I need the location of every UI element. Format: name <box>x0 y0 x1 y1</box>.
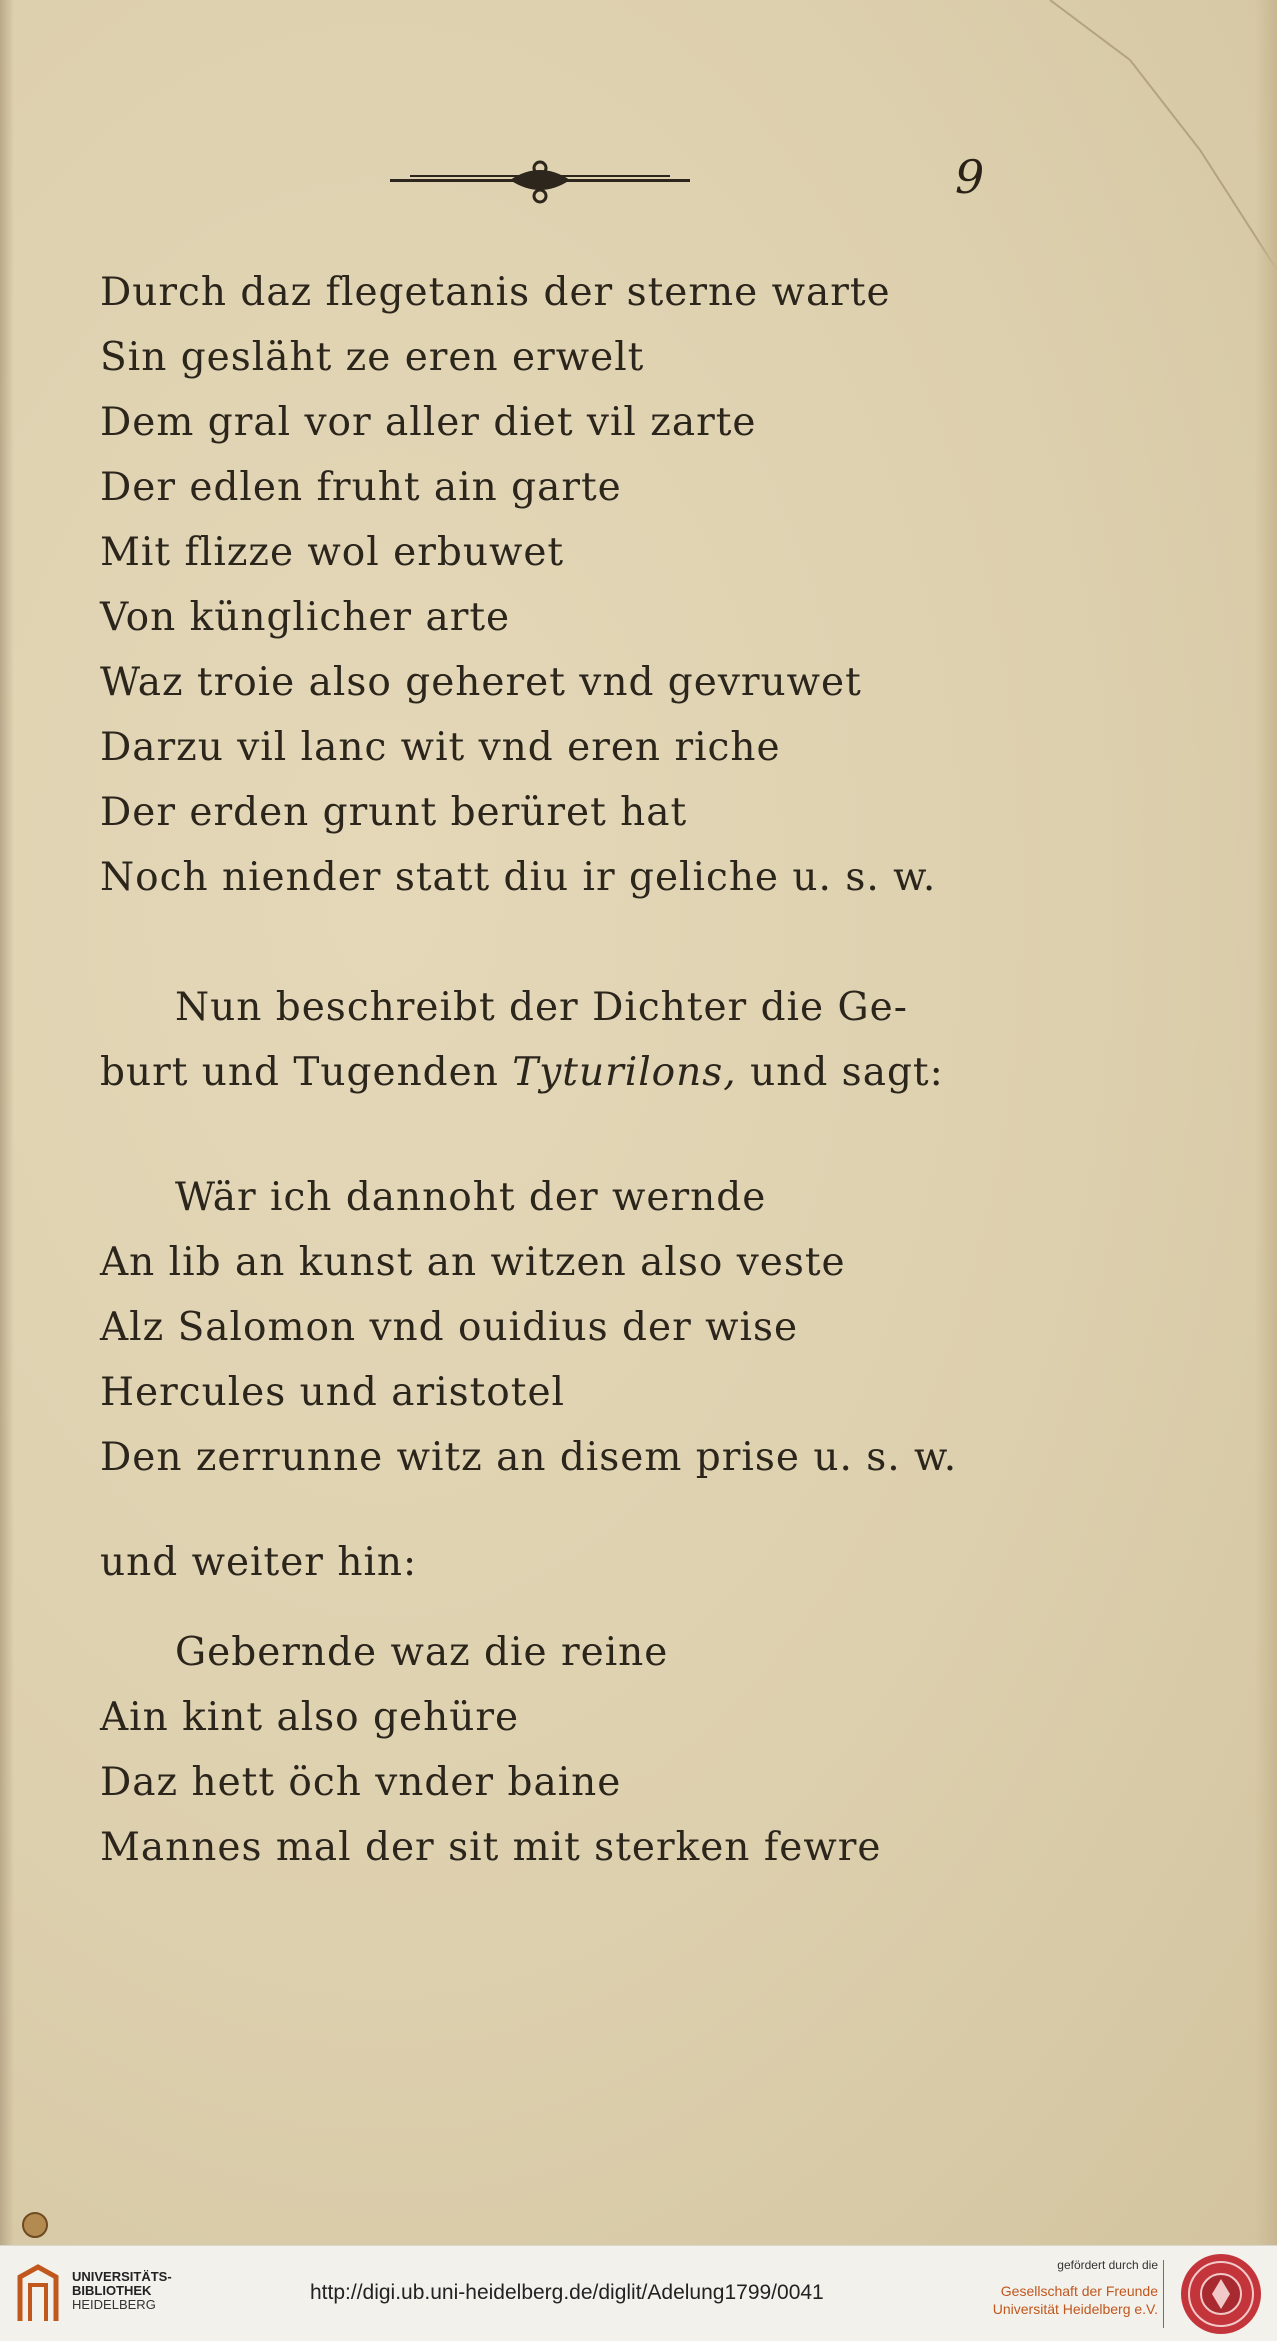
verse-line: Den zerrunne witz an disem prise u. s. w. <box>100 1435 958 1480</box>
prose-line: burt und Tugenden Tyturilons, und sagt: <box>100 1050 944 1095</box>
verse-line: Der erden grunt berüret hat <box>100 790 688 835</box>
verse-line: Darzu vil lanc wit vnd eren riche <box>100 725 781 770</box>
sponsor-org-line: Universität Heidelberg e.V. <box>992 2301 1158 2317</box>
verse-line: Durch daz flegetanis der sterne warte <box>100 270 891 315</box>
ink-stain <box>22 2212 48 2238</box>
header-ornament-icon <box>390 158 690 208</box>
verse-line: Der edlen fruht ain garte <box>100 465 622 510</box>
verse-line: Noch niender statt diu ir geliche u. s. w. <box>100 855 937 900</box>
verse-line: Sin gesläht ze eren erwelt <box>100 335 645 380</box>
verse-line: Daz hett öch vnder baine <box>100 1760 622 1805</box>
footer-divider <box>1163 2260 1164 2328</box>
verse-line: Mannes mal der sit mit sterken fewre <box>100 1825 882 1870</box>
verse-line: Dem gral vor aller diet vil zarte <box>100 400 757 445</box>
verse-line: Mit flizze wol erbuwet <box>100 530 565 575</box>
university-seal-icon[interactable] <box>1178 2251 1264 2337</box>
page-number: 9 <box>955 150 985 204</box>
sponsor-block <box>990 2258 1158 2318</box>
verse-line: Waz troie also geheret vnd gevruwet <box>100 660 862 705</box>
verse-line: Wär ich dannoht der wernde <box>175 1175 767 1220</box>
verse-line: Alz Salomon vnd ouidius der wise <box>100 1305 799 1350</box>
verse-line: An lib an kunst an witzen also veste <box>100 1240 846 1285</box>
library-name: UNIVERSITÄTS- BIBLIOTHEK HEIDELBERG <box>72 2269 172 2312</box>
permalink-url[interactable]: http://digi.ub.uni-heidelberg.de/diglit/Adelung1799/0041 <box>310 2281 824 2304</box>
footer-bar <box>0 2245 1277 2341</box>
sponsor-org-line: Gesellschaft der Freunde <box>1000 2283 1158 2299</box>
prose-line: Nun beschreibt der Dichter die Ge- <box>175 985 908 1030</box>
verse-line: Ain kint also gehüre <box>100 1695 520 1740</box>
italic-name: Tyturilons, <box>512 1050 737 1095</box>
ub-logo-icon[interactable] <box>14 2263 62 2325</box>
verse-line: Gebernde waz die reine <box>175 1630 669 1675</box>
transition-line: und weiter hin: <box>100 1540 418 1585</box>
verse-line: Hercules und aristotel <box>100 1370 566 1415</box>
verse-line: Von künglicher arte <box>100 595 511 640</box>
sponsor-label: gefördert durch die <box>1057 2258 1158 2272</box>
